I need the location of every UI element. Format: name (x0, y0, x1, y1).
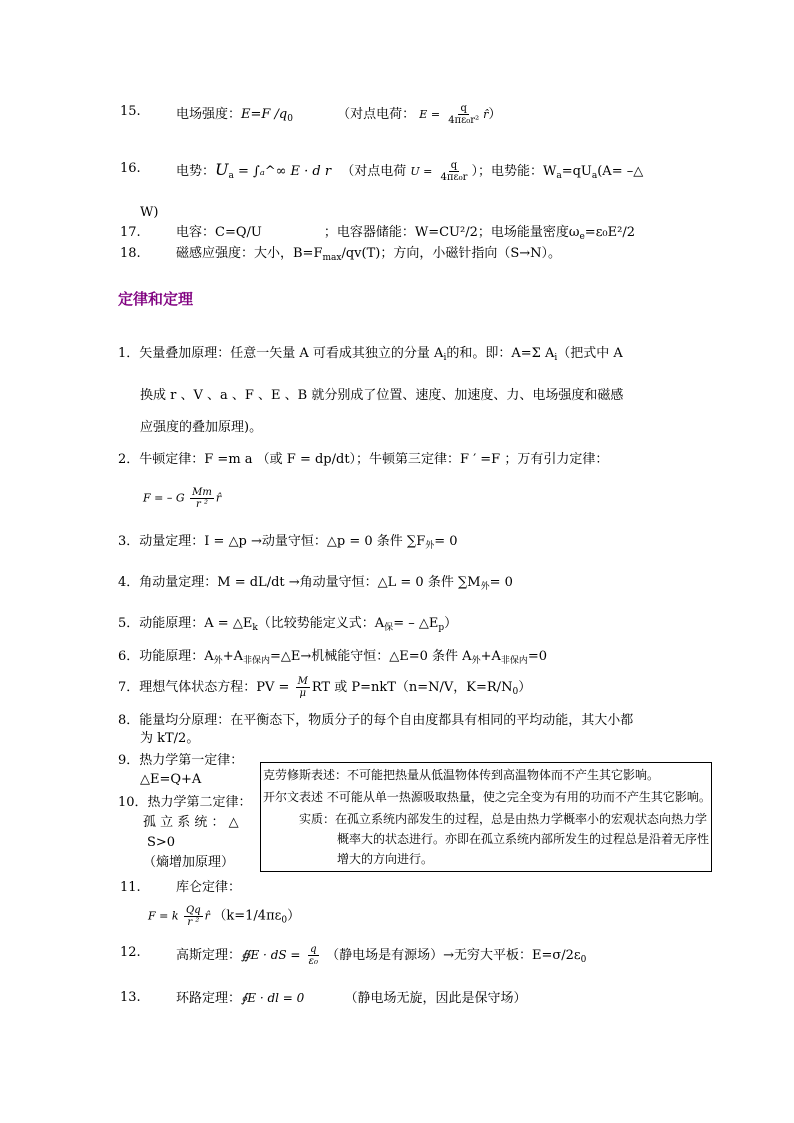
formula-sub: 0 (287, 114, 293, 124)
law-13-circulation: 环路定理：∮E · dl = 0 （静电场无旋，因此是保守场） (176, 991, 527, 1006)
law-6-work-energy: 6．功能原理：$A_外+A_{非保内}=\triangle E\to$机械能守恒：△E=0 条件 $A_外+A_{非保内}=0$ (118, 649, 548, 666)
section-heading: 定律和定理 (118, 290, 194, 308)
law-2-newton: 2．牛顿定律：F =m a （或 F = dp/dt）；牛顿第三定律：F ′ =F ；万有引力定律： (118, 452, 609, 467)
item-number-17: 17. (120, 225, 141, 240)
law-1-superposition: 1．矢量叠加原理：任意一矢量 A 可看成其独立的分量 $A_i$的和。即：A=Σ $A_i$（把式中 A (118, 346, 623, 363)
law-1-line-2: 换成 r 、V 、a 、F 、E 、B 就分别成了位置、速度、加速度、力、电场强度和磁感 (140, 388, 624, 403)
law-9-first-law: 9．热力学第一定律： (118, 753, 244, 768)
fraction: $\frac{M}{\mu}$ (297, 676, 308, 699)
essence-line-2: 概率大的状态进行。亦即在孤立系统内部所发生的过程总是沿着无序性 (337, 832, 710, 846)
fraction: $\frac{q}{\text{4πε₀r²}}$ (448, 103, 480, 126)
item-16-wrap: W) (140, 205, 159, 220)
law-5-kinetic-energy: 5．动能原理：$A = \triangle E_k$（比较势能定义式：$A_保=$ – $\triangle E_p$） (118, 616, 458, 633)
item-number-11: 11. (120, 880, 141, 895)
kelvin-statement: 开尔文表述 不可能从单一热源吸取热量，使之完全变为有用的功而不产生其它影响。 (263, 790, 711, 804)
law-10-line-2: 孤 立 系 统 ： △ (143, 815, 239, 830)
law-11-formula: F = k $\frac{Qq}{\text{r ²}}$ r̂ $(k=1/4\pi\varepsilon_0)$ (148, 905, 301, 928)
note: （对点电荷： (337, 107, 416, 122)
law-12-gauss: 高斯定理：∯E · dS = $\frac{q}{\text{ε₀}}$ （静电场是有源场）→无穷大平板：$E=\sigma/2\varepsilon_0$ (176, 944, 587, 967)
law-11-coulomb: 库仑定律： (176, 880, 242, 895)
law-7-ideal-gas: 7．理想气体状态方程：PV = $\frac{M}{\mu}$ RT 或 P=nkT（n=N/V，$K=R/N_0$） (118, 676, 532, 699)
item-number-15: 15. (120, 104, 141, 119)
essence-line-3: 增大的方向进行。 (337, 852, 434, 866)
law-10-line-3: S>0 (147, 835, 176, 850)
second-law-statements-box (260, 762, 712, 872)
label: 电场强度： (176, 107, 242, 122)
item-number-16: 16. (120, 161, 141, 176)
item-17-capacitance: 电容：C=Q/U ；电容器储能：W=CU²/2；电场能量密度$\omega_e=\varepsilon_0E^2/2$ (176, 225, 635, 242)
item-number-13: 13. (120, 990, 141, 1005)
law-2-gravitation: F = – G $\frac{Mm}{\text{r ²}}$ r̂ (143, 487, 222, 510)
fraction: $\frac{Mm}{\text{r ²}}$ (192, 487, 212, 510)
item-number-18: 18. (120, 246, 141, 261)
law-10-line-4: （熵增加原理） (143, 855, 235, 870)
law-8-equipartition: 8．能量均分原理：在平衡态下，物质分子的每个自由度都具有相同的平均动能，其大小都 (118, 713, 634, 728)
item-18-magnetic-field: 磁感应强度：大小，$B=F_{max}/qv(T)$；方向，小磁针指向（S→N）。 (176, 246, 561, 263)
integral-formula: = ∫ₐ^∞ E · d r (238, 164, 332, 179)
essence-line-1: 实质：在孤立系统内部发生的过程，总是由热力学概率小的宏观状态向热力学 (299, 812, 708, 826)
law-9-formula: △E=Q+A (140, 772, 202, 787)
law-1-line-3: 应强度的叠加原理)。 (140, 420, 263, 435)
fraction: $\frac{q}{\text{ε₀}}$ (308, 944, 318, 967)
formula: E=F /q (241, 107, 288, 122)
law-3-momentum: 3．动量定理：I = △p →动量守恒：△p = 0 条件 $\sum F_外= 0$ (118, 534, 458, 551)
law-4-angular-momentum: 4．角动量定理：M = dL/dt →角动量守恒：△L = 0 条件 $\sum M_外= 0$ (118, 575, 513, 592)
law-10-second-law: 10．热力学第二定律： (118, 795, 252, 810)
fraction: $\frac{Qq}{\text{r ²}}$ (186, 905, 201, 928)
law-8-line-2: 为 kT/2。 (140, 731, 200, 746)
item-15-electric-field: 电场强度：E=F $/q_0$ （对点电荷： E = $\frac{q}{\text{4πε₀r²}}$ r̂） (176, 103, 502, 126)
item-16-potential: 电势：$U_a$ = ∫ₐ^∞ E · d r （对点电荷 U = $\frac{q}{\text{4πε₀r}}$ ）；电势能：$W_a=qU_a(A=$ –△ (176, 160, 644, 183)
item-number-12: 12. (120, 945, 141, 960)
clausius-statement: 克劳修斯表述：不可能把热量从低温物体传到高温物体而不产生其它影响。 (263, 768, 660, 782)
label: 电势： (176, 164, 216, 179)
fraction: $\frac{q}{\text{4πε₀r}}$ (440, 160, 468, 183)
